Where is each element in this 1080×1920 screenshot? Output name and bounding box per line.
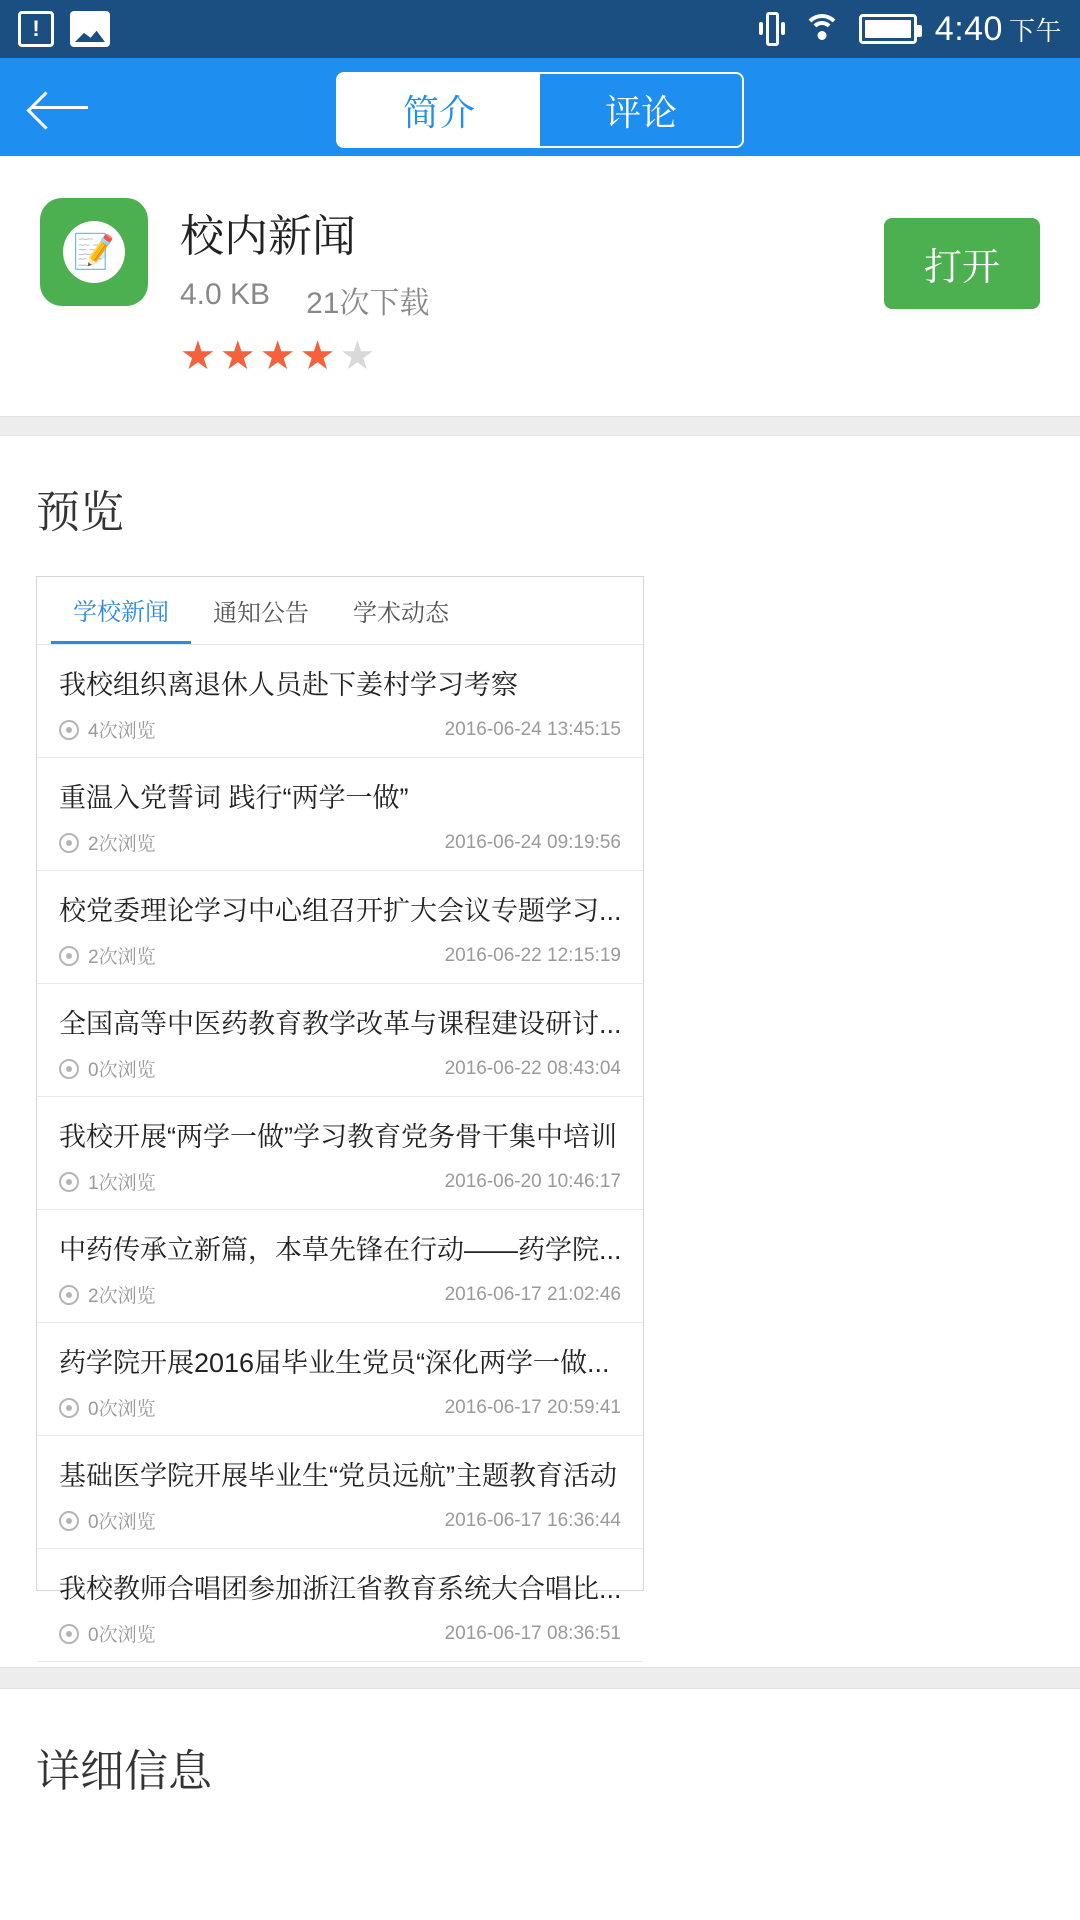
list-item-views <box>59 1168 156 1195</box>
details-title: 详细信息 <box>36 1747 212 1796</box>
status-bar-left <box>18 11 110 47</box>
list-item-meta <box>59 942 621 969</box>
tab-intro[interactable]: 简介 <box>338 74 540 146</box>
list-item-meta <box>59 1620 621 1647</box>
preview-tab-academic: 学术动态 <box>353 600 449 627</box>
list-item-meta <box>59 1281 621 1308</box>
list-item <box>37 1436 643 1549</box>
star-1: ★ <box>180 334 216 378</box>
views-text: 2次浏览 <box>88 1286 156 1307</box>
star-2: ★ <box>219 334 256 378</box>
note-icon: 📝 <box>63 221 125 283</box>
list-item-title: 药学院开展2016届毕业生党员“深化两学一做... <box>59 1348 610 1378</box>
eye-icon <box>59 833 79 853</box>
app-title: 校内新闻 <box>180 212 356 261</box>
eye-icon <box>59 1511 79 1531</box>
list-item <box>37 984 643 1097</box>
star-5: ★ <box>339 334 376 378</box>
back-button[interactable] <box>0 58 120 156</box>
views-text: 0次浏览 <box>88 1060 156 1081</box>
tab-comments[interactable]: 评论 <box>604 91 677 133</box>
views-text: 0次浏览 <box>88 1625 156 1646</box>
eye-icon <box>59 1398 79 1418</box>
status-bar <box>0 0 1080 58</box>
preview-tab-school-news: 学校新闻 <box>51 577 191 644</box>
list-item-date: 2016-06-24 09:19:56 <box>444 831 621 853</box>
wifi-icon <box>803 14 841 44</box>
eye-icon <box>59 720 79 740</box>
list-item-date: 2016-06-17 16:36:44 <box>444 1509 621 1531</box>
back-arrow-icon <box>32 89 88 125</box>
eye-icon <box>59 1172 79 1192</box>
list-item <box>37 1210 643 1323</box>
list-item-views <box>59 716 156 743</box>
list-item-title: 重温入党誓词 践行“两学一做” <box>59 783 409 813</box>
list-item-views <box>59 1394 156 1421</box>
list-item-views <box>59 1055 156 1082</box>
views-text: 2次浏览 <box>88 947 156 968</box>
app-subinfo <box>180 278 429 322</box>
list-item-meta <box>59 829 621 856</box>
list-item-title: 中药传承立新篇，本草先锋在行动——药学院... <box>59 1235 622 1265</box>
list-item-views <box>59 829 156 856</box>
star-4: ★ <box>299 334 336 378</box>
list-item-title: 全国高等中医药教育教学改革与课程建设研讨... <box>59 1009 622 1039</box>
list-item-date: 2016-06-17 08:36:51 <box>444 1622 621 1644</box>
list-item-title: 基础医学院开展毕业生“党员远航”主题教育活动 <box>59 1461 617 1491</box>
preview-tab-announcements: 通知公告 <box>213 600 309 627</box>
list-item-title: 我校教师合唱团参加浙江省教育系统大合唱比... <box>59 1574 622 1604</box>
app-bar <box>0 58 1080 156</box>
list-item-views <box>59 1281 156 1308</box>
list-item-meta <box>59 1168 621 1195</box>
list-item <box>37 1549 643 1662</box>
preview-tabs <box>37 577 643 645</box>
status-bar-right <box>759 10 1062 49</box>
list-item-meta <box>59 1394 621 1421</box>
clock-ampm: 下午 <box>1008 15 1062 46</box>
list-item-date: 2016-06-24 13:45:15 <box>444 718 621 740</box>
preview-title: 预览 <box>36 488 124 537</box>
app-icon <box>40 198 148 306</box>
list-item <box>37 1097 643 1210</box>
app-header-card <box>0 156 1080 416</box>
list-item-views <box>59 1620 156 1647</box>
views-text: 0次浏览 <box>88 1399 156 1420</box>
battery-icon <box>859 14 917 44</box>
image-icon <box>70 11 110 47</box>
views-text: 2次浏览 <box>88 834 156 855</box>
list-item <box>37 645 643 758</box>
list-item-meta <box>59 716 621 743</box>
list-item-title: 我校组织离退休人员赴下姜村学习考察 <box>59 670 518 700</box>
star-3: ★ <box>259 334 296 378</box>
rating-stars <box>180 336 429 376</box>
app-downloads: 21次下载 <box>306 287 430 320</box>
list-item-date: 2016-06-22 12:15:19 <box>444 944 621 966</box>
list-item-date: 2016-06-17 20:59:41 <box>444 1396 621 1418</box>
list-item-meta <box>59 1507 621 1534</box>
app-size: 4.0 KB <box>180 278 271 311</box>
segmented-tabs <box>336 72 744 148</box>
app-meta <box>180 198 429 376</box>
eye-icon <box>59 1285 79 1305</box>
list-item-meta <box>59 1055 621 1082</box>
warning-square-icon: ! <box>18 11 54 47</box>
preview-screenshot[interactable] <box>36 576 644 1646</box>
views-text: 4次浏览 <box>88 721 156 742</box>
list-item-title: 校党委理论学习中心组召开扩大会议专题学习... <box>59 896 622 926</box>
list-item-views <box>59 942 156 969</box>
section-divider <box>0 416 1080 436</box>
status-bar-clock <box>935 10 1062 49</box>
clock-time: 4:40 <box>934 9 1003 48</box>
eye-icon <box>59 1059 79 1079</box>
eye-icon <box>59 1624 79 1644</box>
open-button[interactable]: 打开 <box>884 218 1040 309</box>
list-item-title: 我校开展“两学一做”学习教育党务骨干集中培训 <box>59 1122 617 1152</box>
list-item <box>37 1323 643 1436</box>
views-text: 0次浏览 <box>88 1512 156 1533</box>
vibrate-icon <box>759 12 785 46</box>
list-item-date: 2016-06-17 21:02:46 <box>444 1283 621 1305</box>
eye-icon <box>59 946 79 966</box>
list-item <box>37 871 643 984</box>
list-item-views <box>59 1507 156 1534</box>
list-item-date: 2016-06-22 08:43:04 <box>444 1057 621 1079</box>
list-item-date: 2016-06-20 10:46:17 <box>444 1170 621 1192</box>
section-divider-bottom <box>0 1667 1080 1689</box>
preview-section <box>0 436 1080 1646</box>
list-item <box>37 758 643 871</box>
views-text: 1次浏览 <box>88 1173 156 1194</box>
